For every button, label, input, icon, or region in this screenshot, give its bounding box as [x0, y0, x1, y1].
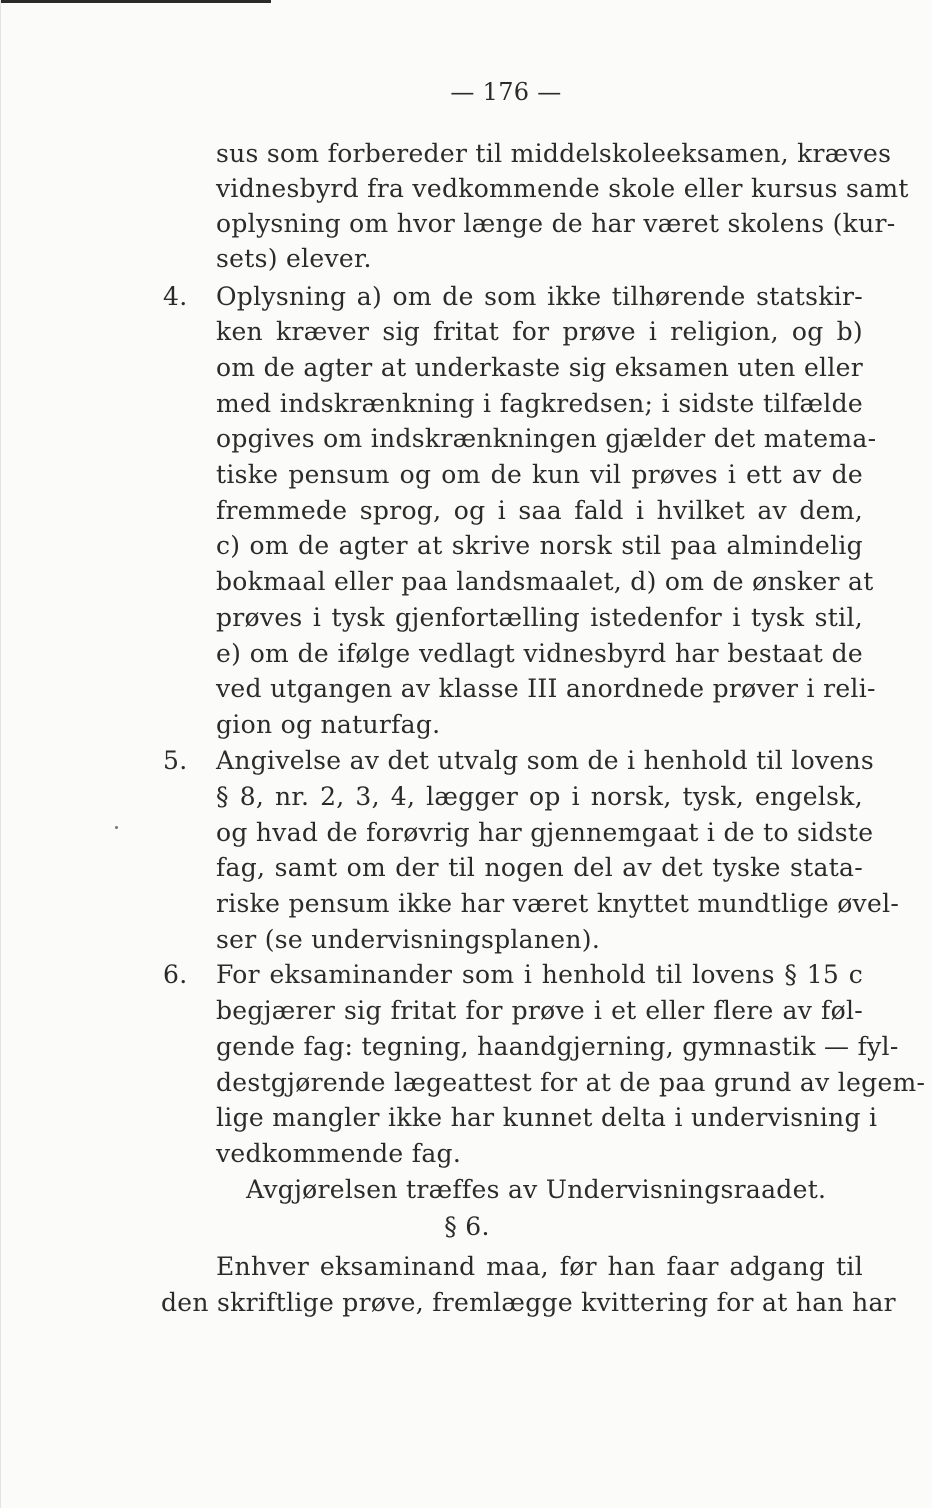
item-6-number: 6.: [163, 960, 188, 989]
item-5-line-5: riske pensum ikke har været knyttet mundtlige øvel-: [216, 889, 900, 918]
item-4-number: 4.: [163, 282, 188, 311]
item-4-line-6: tiske pensum og om de kun vil prøves i ett av de: [216, 460, 863, 489]
intro-line-1: sus som forbereder til middelskoleeksamen, kræves: [216, 139, 892, 168]
closing-line: Avgjørelsen træffes av Undervisningsraadet.: [246, 1175, 827, 1204]
item-5-line-4: fag, samt om der til nogen del av det tyske stata-: [216, 853, 863, 882]
item-5-line-2: § 8, nr. 2, 3, 4, lægger op i norsk, tysk, engelsk,: [216, 782, 863, 811]
item-4-line-3: om de agter at underkaste sig eksamen uten eller: [216, 353, 863, 382]
item-6-line-3: gende fag: tegning, haandgjerning, gymnastik — fyl-: [216, 1032, 899, 1061]
item-6-line-5: lige mangler ikke har kunnet delta i undervisning i: [216, 1103, 878, 1132]
item-4-line-2: ken kræver sig fritat for prøve i religion, og b): [216, 317, 863, 346]
item-5-line-1: Angivelse av det utvalg som de i henhold til lovens: [216, 746, 875, 775]
item-4-line-9: bokmaal eller paa landsmaalet, d) om de ønsker at: [216, 567, 874, 596]
intro-line-3: oplysning om hvor længe de har været skolens (kur-: [216, 209, 896, 238]
intro-line-2: vidnesbyrd fra vedkommende skole eller kursus samt: [216, 174, 909, 203]
intro-line-4: sets) elever.: [216, 244, 372, 273]
page-number: — 176 —: [450, 78, 562, 106]
paper-speck: [115, 826, 118, 829]
item-4-line-7: fremmede sprog, og i saa fald i hvilket av dem,: [216, 496, 863, 525]
item-6-line-4: destgjørende lægeattest for at de paa grund av legem-: [216, 1068, 926, 1097]
section-heading: § 6.: [444, 1212, 490, 1241]
item-5-line-6: ser (se undervisningsplanen).: [216, 925, 601, 954]
item-4-line-8: c) om de agter at skrive norsk stil paa almindelig: [216, 531, 863, 560]
scan-edge-rule: [1, 0, 271, 3]
final-line-2: den skriftlige prøve, fremlægge kvittering for at han har: [161, 1288, 896, 1317]
item-4-line-10: prøves i tysk gjenfortælling istedenfor i tysk stil,: [216, 603, 863, 632]
item-4-line-4: med indskrænkning i fagkredsen; i sidste tilfælde: [216, 389, 863, 418]
item-5-line-3: og hvad de forøvrig har gjennemgaat i de to sidste: [216, 818, 874, 847]
item-4-line-5: opgives om indskrænkningen gjælder det matema-: [216, 424, 877, 453]
item-5-number: 5.: [163, 746, 188, 775]
item-6-line-6: vedkommende fag.: [216, 1139, 462, 1168]
item-4-line-12: ved utgangen av klasse III anordnede prøver i reli-: [216, 674, 876, 703]
item-6-line-2: begjærer sig fritat for prøve i et eller flere av føl-: [216, 996, 863, 1025]
item-4-line-1: Oplysning a) om de som ikke tilhørende statskir-: [216, 282, 863, 311]
final-line-1: Enhver eksaminand maa, før han faar adgang til: [216, 1252, 863, 1281]
item-6-line-1: For eksaminander som i henhold til lovens § 15 c: [216, 960, 863, 989]
item-4-line-11: e) om de ifølge vedlagt vidnesbyrd har bestaat de: [216, 639, 863, 668]
item-4-line-13: gion og naturfag.: [216, 710, 441, 739]
